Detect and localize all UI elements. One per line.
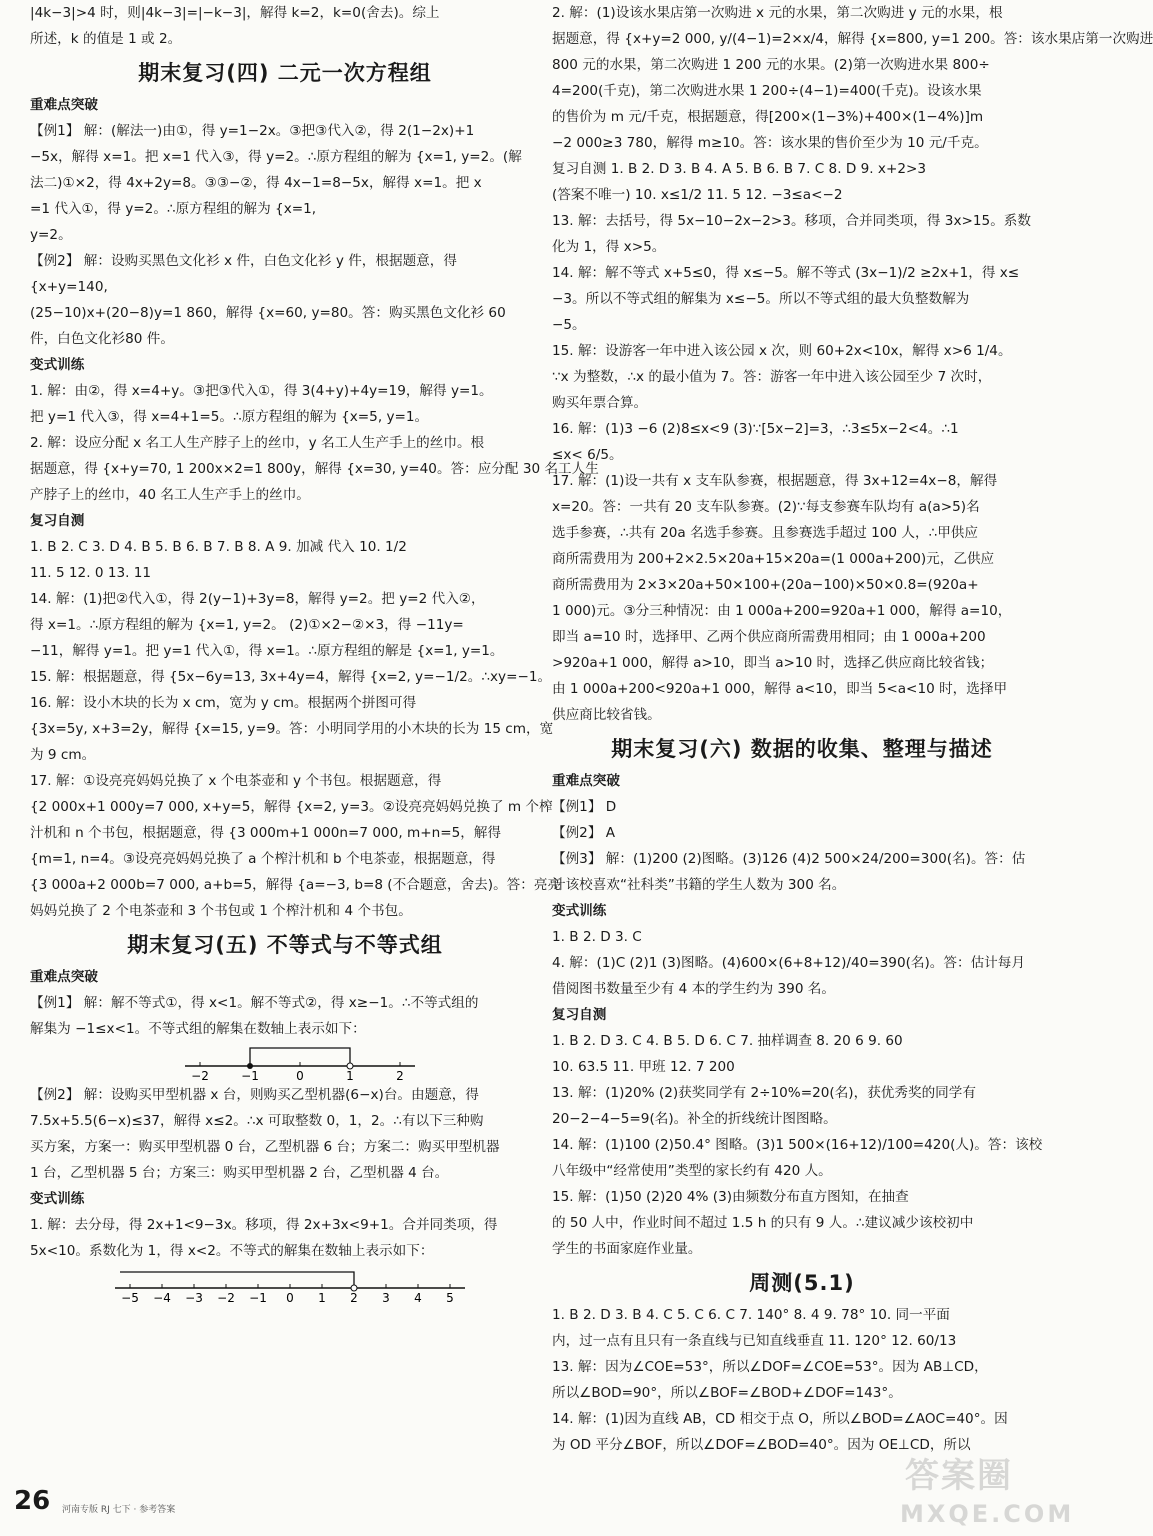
answer-line: 【例1】 解：解不等式①，得 x<1。解不等式②，得 x≥−1。∴不等式组的 xyxy=(30,995,479,1011)
answer-line: 内，过一点有且只有一条直线与已知直线垂直 11. 120° 12. 60/13 xyxy=(552,1333,957,1349)
answer-line: 5x<10。系数化为 1，得 x<2。不等式的解集在数轴上表示如下： xyxy=(30,1243,434,1259)
open-endpoint xyxy=(347,1063,353,1069)
answer-line: 【例1】 D xyxy=(552,799,617,815)
answer-line: 11. 5 12. 0 13. 11 xyxy=(30,565,152,581)
answer-line: 1. B 2. D 3. B 4. C 5. C 6. C 7. 140° 8. 4 9. 78° 10. 同一平面 xyxy=(552,1307,950,1323)
answer-line: 13. 解：因为∠COE=53°，所以∠DOF=∠COE=53°。因为 AB⊥CD， xyxy=(552,1359,988,1375)
answer-line: 15. 解：(1)50 (2)20 4% (3)由频数分布直方图知，在抽查 xyxy=(552,1189,909,1205)
watermark-url: MXQE.COM xyxy=(900,1500,1075,1528)
answer-line: 15. 解：设游客一年中进入该公园 x 次，则 60+2x<10x，解得 x>6 1/4。 xyxy=(552,343,1012,359)
answer-line: 所以∠BOD=90°，所以∠BOF=∠BOD+∠DOF=143°。 xyxy=(552,1385,902,1401)
solution-ray xyxy=(120,1272,354,1288)
answer-line: =1 代入①，得 y=2。∴原方程组的解为 {x=1, xyxy=(30,201,317,217)
answer-line: 商所需费用为 2×3×20a+50×100+(20a−100)×50×0.8=(920a+ xyxy=(552,577,979,593)
answer-line: 得 x=1。∴原方程组的解为 {x=1, y=2。 (2)①×2−②×3，得 −11y= xyxy=(30,617,464,633)
answer-line: 把 y=1 代入③，得 x=4+1=5。∴原方程组的解为 {x=5, y=1。 xyxy=(30,409,429,425)
numline1-number-line xyxy=(180,1042,540,1082)
answer-line: {x+y=140, xyxy=(30,279,108,295)
answer-line: 计该校喜欢“社科类”书籍的学生人数为 300 名。 xyxy=(552,877,846,893)
answer-line: 所述，k 的值是 1 或 2。 xyxy=(30,31,182,47)
answer-line: (25−10)x+(20−8)y=1 860，解得 {x=60, y=80。答：购买黑色文化衫 60 xyxy=(30,305,506,321)
answer-line: 16. 解：(1)3 −6 (2)8≤x<9 (3)∵[5x−2]=3，∴3≤5x−2<4。∴1 xyxy=(552,421,959,437)
answer-line: 为 9 cm。 xyxy=(30,747,96,763)
section-title: 期末复习(五) 不等式与不等式组 xyxy=(127,933,443,957)
answer-line: {3 000a+2 000b=7 000, a+b=5，解得 {a=−3, b=8 (不合题意，舍去)。答：亮亮 xyxy=(30,877,562,893)
section-title: 周测(5.1) xyxy=(749,1271,855,1295)
answer-line: 1. 解：去分母，得 2x+1<9−3x。移项，得 2x+3x<9+1。合并同类项，得 xyxy=(30,1217,498,1233)
answer-line: 10. 63.5 11. 甲班 12. 7 200 xyxy=(552,1059,735,1075)
right-column xyxy=(552,0,1153,1458)
answer-line: 八年级中“经常使用”类型的家长约有 420 人。 xyxy=(552,1163,832,1179)
answer-line: 4=200(千克)，第二次购进水果 1 200÷(4−1)=400(千克)。设该水果 xyxy=(552,83,982,99)
answer-line: 购买年票合算。 xyxy=(552,395,648,411)
answer-line: 解集为 −1≤x<1。不等式组的解集在数轴上表示如下： xyxy=(30,1021,366,1037)
answer-line: 商所需费用为 200+2×2.5×20a+15×20a=(1 000a+200)元，乙供应 xyxy=(552,551,995,567)
number-line-tick-label: 4 xyxy=(414,1291,422,1305)
number-line-tick-label: −4 xyxy=(153,1291,171,1305)
number-line-tick-label: 1 xyxy=(346,1069,354,1083)
answer-line: 买方案，方案一：购买甲型机器 0 台，乙型机器 6 台；方案二：购买甲型机器 xyxy=(30,1139,500,1155)
answer-line: 汁机和 n 个书包，根据题意，得 {3 000m+1 000n=7 000, m+n=5，解得 xyxy=(30,825,502,841)
answer-line: 学生的书面家庭作业量。 xyxy=(552,1241,702,1257)
answer-line: 1. B 2. C 3. D 4. B 5. B 6. B 7. B 8. A 9. 加减 代入 10. 1/2 xyxy=(30,539,407,555)
answer-line: 即当 a=10 时，选择甲、乙两个供应商所需费用相同；由 1 000a+200 xyxy=(552,629,986,645)
answer-line: 15. 解：根据题意，得 {5x−6y=13, 3x+4y=4，解得 {x=2, y=−1/2。∴xy=−1。 xyxy=(30,669,552,685)
number-line-tick-label: −1 xyxy=(249,1291,267,1305)
answer-line: 17. 解：①设亮亮妈妈兑换了 x 个电茶壶和 y 个书包。根据题意，得 xyxy=(30,773,442,789)
answer-line: 据题意，得 {x+y=70, 1 200x×2=1 800y，解得 {x=30, y=40。答：应分配 30 名工人生 xyxy=(30,461,599,477)
answer-line: 借阅图书数量至少有 4 本的学生约为 390 名。 xyxy=(552,981,835,997)
answer-line: 供应商比较省钱。 xyxy=(552,707,661,723)
footer-note: 河南专版 RJ 七下 · 参考答案 xyxy=(62,1505,176,1515)
answer-line: x=20。答：一共有 20 支车队参赛。(2)∵每支参赛车队均有 a(a>5)名 xyxy=(552,499,980,515)
answer-line: 14. 解：解不等式 x+5≤0，得 x≤−5。解不等式 (3x−1)/2 ≥2x+1，得 x≤ xyxy=(552,265,1020,281)
number-line-tick-label: −3 xyxy=(185,1291,203,1305)
closed-endpoint xyxy=(247,1063,253,1069)
answer-line: 【例2】 解：设购买黑色文化衫 x 件，白色文化衫 y 件，根据题意，得 xyxy=(30,253,457,269)
answer-line: 化为 1，得 x>5。 xyxy=(552,239,666,255)
number-line-tick-label: 2 xyxy=(350,1291,358,1305)
answer-line: 的 50 人中，作业时间不超过 1.5 h 的只有 9 人。∴建议减少该校初中 xyxy=(552,1215,974,1231)
number-line-tick-label: 0 xyxy=(286,1291,294,1305)
answer-line: {2 000x+1 000y=7 000, x+y=5，解得 {x=2, y=3。②设亮亮妈妈兑换了 m 个榨 xyxy=(30,799,553,815)
answer-line: 2. 解：(1)设该水果店第一次购进 x 元的水果，第二次购进 y 元的水果，根 xyxy=(552,5,1003,21)
number-line-tick-label: −5 xyxy=(121,1291,139,1305)
subsection-heading: 复习自测 xyxy=(30,513,85,529)
subsection-heading: 重难点突破 xyxy=(30,97,98,113)
answer-line: 【例2】 解：设购买甲型机器 x 台，则购买乙型机器(6−x)台。由题意，得 xyxy=(30,1087,479,1103)
subsection-heading: 重难点突破 xyxy=(30,969,98,985)
answer-line: 【例3】 解：(1)200 (2)图略。(3)126 (4)2 500×24/200=300(名)。答：估 xyxy=(552,851,1026,867)
answer-line: |4k−3|>4 时，则|4k−3|=|−k−3|，解得 k=2，k=0(舍去)。综上 xyxy=(30,5,440,21)
answer-line: 1. B 2. D 3. C 4. B 5. D 6. C 7. 抽样调查 8. 20 6 9. 60 xyxy=(552,1033,903,1049)
answer-line: 13. 解：(1)20% (2)获奖同学有 2÷10%=20(名)，获优秀奖的同学有 xyxy=(552,1085,976,1101)
answer-line: >920a+1 000，解得 a>10，即当 a>10 时，选择乙供应商比较省钱； xyxy=(552,655,994,671)
number-line-tick-label: 0 xyxy=(296,1069,304,1083)
answer-line: 由 1 000a+200<920a+1 000，解得 a<10，即当 5<a<10 时，选择甲 xyxy=(552,681,1008,697)
answer-line: 13. 解：去括号，得 5x−10−2x−2>3。移项，合并同类项，得 3x>15。系数 xyxy=(552,213,1031,229)
answer-line: y=2。 xyxy=(30,227,72,243)
number-line-tick-label: 5 xyxy=(446,1291,454,1305)
answer-line: 1. 解：由②，得 x=4+y。③把③代入①，得 3(4+y)+4y=19，解得 y=1。 xyxy=(30,383,493,399)
answer-line: −2 000≥3 780，解得 m≥10。答：该水果的售价至少为 10 元/千克。 xyxy=(552,135,988,151)
answer-line: 16. 解：设小木块的长为 x cm，宽为 y cm。根据两个拼图可得 xyxy=(30,695,417,711)
answer-line: 法二)①×2，得 4x+2y=8。③③−②，得 4x−1=8−5x，解得 x=1。把 x xyxy=(30,175,482,191)
answer-line: ≤x< 6/5。 xyxy=(552,447,623,463)
answer-line: 据题意，得 {x+y=2 000, y/(4−1)=2×x/4，解得 {x=800, y=1 200。答：该水果店第一次购进 xyxy=(552,31,1153,47)
answer-line: 14. 解：(1)因为直线 AB，CD 相交于点 O，所以∠BOD=∠AOC=40°。因 xyxy=(552,1411,1008,1427)
watermark-logo: 答案圈 xyxy=(905,1456,1013,1496)
answer-line: −5x，解得 x=1。把 x=1 代入③，得 y=2。∴原方程组的解为 {x=1, y=2。(解 xyxy=(30,149,522,165)
answer-line: 1. B 2. D 3. C xyxy=(552,929,642,945)
number-line-tick-label: 3 xyxy=(382,1291,390,1305)
answer-line: 800 元的水果，第二次购进 1 200 元的水果。(2)第一次购进水果 800÷ xyxy=(552,57,990,73)
answer-line: −5。 xyxy=(552,317,586,333)
answer-line: −11，解得 y=1。把 y=1 代入①，得 x=1。∴原方程组的解是 {x=1, y=1。 xyxy=(30,643,504,659)
answer-line: 14. 解：(1)100 (2)50.4° 图略。(3)1 500×(16+12)/100=420(人)。答：该校 xyxy=(552,1137,1043,1153)
number-line-tick-label: 1 xyxy=(318,1291,326,1305)
answer-line: 7.5x+5.5(6−x)≤37，解得 x≤2。∴x 可取整数 0，1，2。∴有以下三种购 xyxy=(30,1113,484,1129)
numline2-number-line xyxy=(110,1264,540,1304)
number-line-tick-label: −2 xyxy=(191,1069,209,1083)
answer-line: 1 台，乙型机器 5 台；方案三：购买甲型机器 2 台，乙型机器 4 台。 xyxy=(30,1165,449,1181)
answer-line: 4. 解：(1)C (2)1 (3)图略。(4)600×(6+8+12)/40=390(名)。答：估计每月 xyxy=(552,955,1025,971)
answer-line: 【例2】 A xyxy=(552,825,616,841)
answer-line: 14. 解：(1)把②代入①，得 2(y−1)+3y=8，解得 y=2。把 y=2 代入②， xyxy=(30,591,485,607)
answer-line: 20−2−4−5=9(名)。补全的折线统计图图略。 xyxy=(552,1111,837,1127)
section-title: 期末复习(四) 二元一次方程组 xyxy=(138,61,432,85)
answer-line: 17. 解：(1)设一共有 x 支车队参赛，根据题意，得 3x+12=4x−8，解得 xyxy=(552,473,998,489)
subsection-heading: 变式训练 xyxy=(552,903,607,919)
answer-line: {m=1, n=4。③设亮亮妈妈兑换了 a 个榨汁机和 b 个电茶壶，根据题意，得 xyxy=(30,851,496,867)
answer-line: 2. 解：设应分配 x 名工人生产脖子上的丝巾，y 名工人生产手上的丝巾。根 xyxy=(30,435,485,451)
answer-line: −3。所以不等式组的解集为 x≤−5。所以不等式组的最大负整数解为 xyxy=(552,291,970,307)
number-line-tick-label: 2 xyxy=(396,1069,404,1083)
subsection-heading: 复习自测 xyxy=(552,1007,607,1023)
answer-line: 件，白色文化衫80 件。 xyxy=(30,331,174,347)
section-title: 期末复习(六) 数据的收集、整理与描述 xyxy=(611,737,993,761)
subsection-heading: 重难点突破 xyxy=(552,773,620,789)
answer-line: 的售价为 m 元/千克，根据题意，得[200×(1−3%)+400×(1−4%)]m xyxy=(552,109,984,125)
subsection-heading: 变式训练 xyxy=(30,1191,85,1207)
answer-line: 妈妈兑换了 2 个电茶壶和 3 个书包或 1 个榨汁机和 4 个书包。 xyxy=(30,903,412,919)
answer-line: 复习自测 1. B 2. D 3. B 4. A 5. B 6. B 7. C 8. D 9. x+2>3 xyxy=(552,161,927,177)
answer-line: 为 OD 平分∠BOF，所以∠DOF=∠BOD=40°。因为 OE⊥CD，所以 xyxy=(552,1437,971,1453)
answer-line: 产脖子上的丝巾，40 名工人生产手上的丝巾。 xyxy=(30,487,310,503)
answer-line: ∵x 为整数，∴x 的最小值为 7。答：游客一年中进入该公园至少 7 次时， xyxy=(552,369,992,385)
number-line-tick-label: −1 xyxy=(241,1069,259,1083)
number-line-tick-label: −2 xyxy=(217,1291,235,1305)
answer-line: 【例1】 解：(解法一)由①，得 y=1−2x。③把③代入②，得 2(1−2x)+1 xyxy=(30,123,475,139)
open-endpoint xyxy=(351,1285,357,1291)
answer-line: (答案不唯一) 10. x≤1/2 11. 5 12. −3≤a<−2 xyxy=(552,187,843,203)
subsection-heading: 变式训练 xyxy=(30,357,85,373)
page-number: 26 xyxy=(14,1486,51,1516)
answer-line: 1 000)元。③分三种情况：由 1 000a+200=920a+1 000，解得 a=10， xyxy=(552,603,1012,619)
answer-line: {3x=5y, x+3=2y，解得 {x=15, y=9。答：小明同学用的小木块的长为 15 cm，宽 xyxy=(30,721,554,737)
answer-line: 选手参赛，∴共有 20a 名选手参赛。且参赛选手超过 100 人，∴甲供应 xyxy=(552,525,978,541)
